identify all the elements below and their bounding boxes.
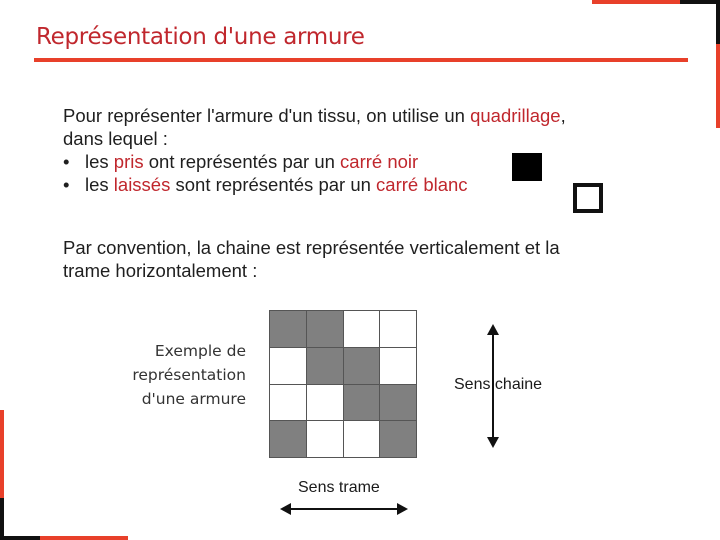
corner-frame-right-vertical-red bbox=[716, 44, 720, 128]
grid-cell-laisse bbox=[270, 348, 306, 384]
corner-frame-right-vertical bbox=[716, 0, 720, 44]
corner-frame-top-right bbox=[592, 0, 680, 4]
black-square-swatch bbox=[512, 153, 542, 181]
bullet-laisses: • les laissés sont représentés par un carré blanc bbox=[63, 174, 468, 195]
weft-label: Sens trame bbox=[298, 479, 380, 496]
highlight-quadrillage: quadrillage bbox=[470, 105, 561, 126]
grid-cell-laisse bbox=[380, 348, 416, 384]
grid-cell-laisse bbox=[307, 385, 343, 421]
intro-paragraph bbox=[63, 104, 566, 196]
corner-frame-bottom-left-black bbox=[0, 498, 4, 540]
grid-cell-pris bbox=[380, 421, 416, 457]
grid-cell-pris bbox=[307, 311, 343, 347]
grid-cell-laisse bbox=[344, 421, 380, 457]
weave-grid bbox=[269, 310, 417, 458]
corner-frame-bottom-left-red bbox=[0, 410, 4, 498]
shape-white: carré blanc bbox=[376, 174, 468, 195]
weft-direction-arrow bbox=[280, 498, 408, 520]
grid-cell-pris bbox=[270, 311, 306, 347]
convention-paragraph bbox=[63, 236, 560, 282]
intro-line-2: dans lequel : bbox=[63, 128, 168, 149]
corner-frame-bottom-black bbox=[0, 536, 40, 540]
corner-frame-top-right-black bbox=[680, 0, 720, 4]
grid-cell-laisse bbox=[380, 311, 416, 347]
grid-cell-laisse bbox=[344, 311, 380, 347]
example-caption: Exemple de représentation d'une armure bbox=[132, 342, 246, 408]
grid-cell-pris bbox=[380, 385, 416, 421]
grid-cell-pris bbox=[344, 385, 380, 421]
white-square-swatch bbox=[573, 183, 603, 213]
grid-cell-pris bbox=[344, 348, 380, 384]
chain-label: Sens chaine bbox=[454, 376, 543, 393]
grid-cell-pris bbox=[270, 421, 306, 457]
intro-line-1: Pour représenter l'armure d'un tissu, on utilise un quadrillage, bbox=[63, 105, 566, 126]
term-pris: pris bbox=[113, 151, 144, 172]
shape-black: carré noir bbox=[340, 151, 419, 172]
corner-frame-bottom-red bbox=[40, 536, 128, 540]
convention-line-2: trame horizontalement : bbox=[63, 260, 258, 281]
grid-cell-pris bbox=[307, 348, 343, 384]
bullet-marker: • bbox=[63, 174, 70, 195]
title-underline bbox=[34, 58, 688, 62]
bullet-marker: • bbox=[63, 151, 70, 172]
grid-cell-laisse bbox=[307, 421, 343, 457]
convention-line-1: Par convention, la chaine est représentée verticalement et la bbox=[63, 237, 560, 258]
bullet-pris: • les pris ont représentés par un carré noir bbox=[63, 151, 419, 172]
term-laisses: laissés bbox=[113, 174, 171, 195]
page-title: Représentation d'une armure bbox=[36, 24, 365, 50]
grid-cell-laisse bbox=[270, 385, 306, 421]
